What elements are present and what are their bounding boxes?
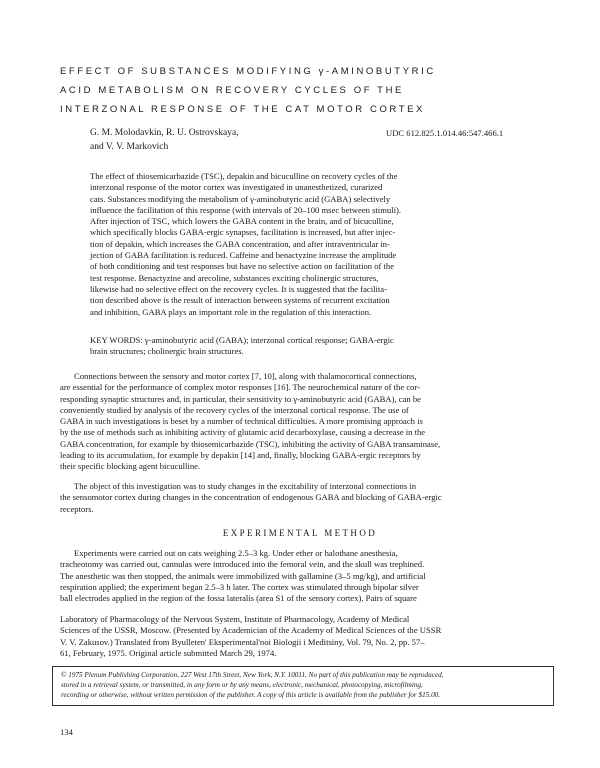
abstract-line: test response. Benactyzine and arecoline, substances exciting cholinergic structures, <box>90 272 379 283</box>
footnote-line: Laboratory of Pharmacology of the Nervous System, Institute of Pharmacology, Academy of Medical <box>60 614 410 624</box>
intro-paragraph-2 <box>60 481 442 515</box>
abstract-line: of both conditioning and test responses but have no selective action on facilitation of the <box>90 261 395 272</box>
footnote-line: V. V. Zakusov.) Translated from Byulleten' Eksperimental'noi Biologii i Meditsiny, Vol. 79, No. 2, pp. 57– <box>60 636 425 647</box>
footnote-line: 61, February, 1975. Original article submitted March 29, 1974. <box>60 647 277 658</box>
copyright-line: stored in a retrieval system, or transmitted, in any form or by any means, electronic, mechanical, photocopying, microfilming, <box>61 681 423 689</box>
authors-line-1: G. M. Molodavkin, R. U. Ostrovskaya, <box>90 128 239 138</box>
abstract-line: The effect of thiosemicarbazide (TSC), depakin and bicuculline on recovery cycles of the <box>90 171 398 181</box>
body-line: GABA concentration, for example by thiosemicarbazide (TSC), inhibiting the activity of GABA transaminase, <box>60 438 441 449</box>
body-line: their specific blocking agent bicuculline. <box>60 461 201 472</box>
abstract-line: influence the facilitation of this response (with intervals of 20–100 msec between stimuli). <box>90 204 401 215</box>
copyright-line: recording or otherwise, without written permission of the publisher. A copy of this article is available from the publisher for $15.00. <box>61 691 441 699</box>
keywords-line: brain structures; cholinergic brain structures. <box>90 346 244 357</box>
abstract-line: which specifically blocks GABA-ergic synapses, facilitation is increased, but after injec- <box>90 227 396 238</box>
footnote <box>60 614 441 659</box>
page-number: 134 <box>60 727 73 737</box>
body-line: by the use of methods such as inhibiting activity of glutamic acid decarboxylase, causing a decrease in the <box>60 427 426 438</box>
authors-line-2: and V. V. Markovich <box>90 142 169 152</box>
udc-code: UDC 612.825.1.014.46:547.466.1 <box>386 128 504 138</box>
body-line: Connections between the sensory and motor cortex [7, 10], along with thalamocortical connections, <box>74 371 417 381</box>
title-line-1: EFFECT OF SUBSTANCES MODIFYING γ-AMINOBUTYRIC <box>60 66 436 77</box>
keywords-line: KEY WORDS: γ-aminobutyric acid (GABA); interzonal cortical response; GABA-ergic <box>90 335 394 345</box>
body-line: responding synaptic structures and, in particular, their sensitivity to γ-aminobutyric acid (GABA), can be <box>60 393 421 404</box>
abstract-line: interzonal response of the motor cortex was investigated in unanesthetized, curarized <box>90 182 383 193</box>
body-line: receptors. <box>60 503 94 514</box>
title-line-2: ACID METABOLISM ON RECOVERY CYCLES OF THE <box>60 85 404 96</box>
body-line: the sensomotor cortex during changes in the concentration of endogenous GABA and blocking of GABA-ergic <box>60 492 442 503</box>
abstract <box>90 171 401 318</box>
copyright-line: © 1975 Plenum Publishing Corporation, 227 West 17th Street, New York, N.Y. 10011. No part of this publication may be reproduced, <box>61 671 444 679</box>
abstract-line: After injection of TSC, which lowers the GABA content in the brain, and of bicuculline, <box>90 216 394 227</box>
title-line-3: INTERZONAL RESPONSE OF THE CAT MOTOR CORTEX <box>60 104 425 115</box>
body-line: GABA in such investigations is beset by a number of technical difficulties. A more promising approach is <box>60 416 423 427</box>
body-line: ball electrodes applied in the region of the fossa lateralis (area S1 of the sensory cortex). Pairs of square <box>60 593 417 604</box>
body-line: The object of this investigation was to study changes in the excitability of interzonal connections in <box>74 481 416 491</box>
intro-paragraph-1 <box>60 371 440 473</box>
abstract-line: tion of depakin, which increases the GABA concentration, and after intraventricular in- <box>90 238 390 249</box>
abstract-line: tion described above is the result of interaction between systems of recurrent excitation <box>90 295 390 306</box>
abstract-line: jection of GABA facilitation is reduced. Caffeine and benactyzine increase the amplitude <box>90 250 397 261</box>
body-line: The anesthetic was then stopped, the animals were immobilized with gallamine (3–5 mg/kg), and artificial <box>60 570 426 581</box>
section-title: EXPERIMENTAL METHOD <box>222 528 378 538</box>
body-line: leading to its accumulation, for example by depakin [14] and, finally, blocking GABA-ergic receptors by <box>60 450 421 461</box>
method-paragraph <box>60 548 426 604</box>
abstract-line: and inhibition, GABA plays an important role in the regulation of this interaction. <box>90 306 372 317</box>
abstract-line: likewise had no selective effect on the recovery cycles. It is suggested that the facilita- <box>90 283 387 294</box>
body-line: Experiments were carried out on cats weighing 2.5–3 kg. Under ether or halothane anesthesia, <box>74 548 398 558</box>
body-line: tracheotomy was carried out, cannulas were introduced into the femoral vein, and the skull was trephined. <box>60 559 425 570</box>
body-line: are essential for the performance of complex motor responses [16]. The neurochemical nature of the cor- <box>60 382 420 393</box>
abstract-line: cats. Substances modifying the metabolism of γ-aminobutyric acid (GABA) selectively <box>90 193 391 204</box>
footnote-line: Sciences of the USSR, Moscow. (Presented by Academician of the Academy of Medical Sciences of the USSR <box>60 625 442 636</box>
body-line: respiration applied; the experiment began 2.5–3 h later. The cortex was stimulated through bipolar silver <box>60 581 419 592</box>
key-words <box>90 335 394 358</box>
body-line: conveniently studied by analysis of the recovery cycles of the interzonal cortical response. The use of <box>60 404 409 415</box>
copyright-box <box>52 666 554 706</box>
